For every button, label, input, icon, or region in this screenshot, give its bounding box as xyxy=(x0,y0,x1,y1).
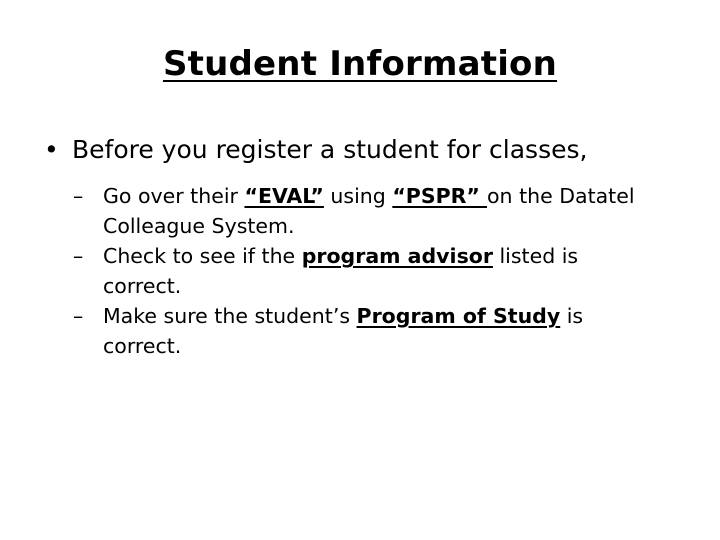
sub-item-program-of-study xyxy=(73,301,673,361)
sub-text: Check to see if the xyxy=(103,244,302,268)
sub-item-line-continued: correct. xyxy=(103,274,182,298)
sub-text: listed is xyxy=(492,244,579,268)
sub-text: Make sure the student’s xyxy=(103,304,357,328)
sub-text: is xyxy=(560,304,584,328)
bullet-item xyxy=(44,131,684,169)
sub-bullet-list xyxy=(44,181,684,361)
sub-item-line-continued: Colleague System. xyxy=(103,214,295,238)
eval-term: “EVAL” xyxy=(244,184,324,208)
sub-item-line-continued: correct. xyxy=(103,334,182,358)
bullet-text: Before you register a student for classes, xyxy=(72,135,588,164)
dash-marker: – xyxy=(73,184,84,208)
sub-item-line xyxy=(103,181,673,211)
slide-title: Student Information xyxy=(162,44,558,84)
sub-item-line xyxy=(103,241,673,271)
sub-text: Go over their xyxy=(103,184,245,208)
pspr-term: “PSPR” xyxy=(392,184,488,208)
sub-item-eval xyxy=(73,181,673,241)
program-of-study-term: Program of Study xyxy=(356,304,561,328)
sub-item-program-advisor xyxy=(73,241,673,301)
program-advisor-term: program advisor xyxy=(301,244,493,268)
bullet-list xyxy=(44,131,684,361)
dash-marker: – xyxy=(73,304,84,328)
bullet-marker: • xyxy=(44,135,59,164)
sub-text: on the Datatel xyxy=(487,184,635,208)
dash-marker: – xyxy=(73,244,84,268)
sub-item-line xyxy=(103,301,673,331)
sub-text: using xyxy=(323,184,393,208)
